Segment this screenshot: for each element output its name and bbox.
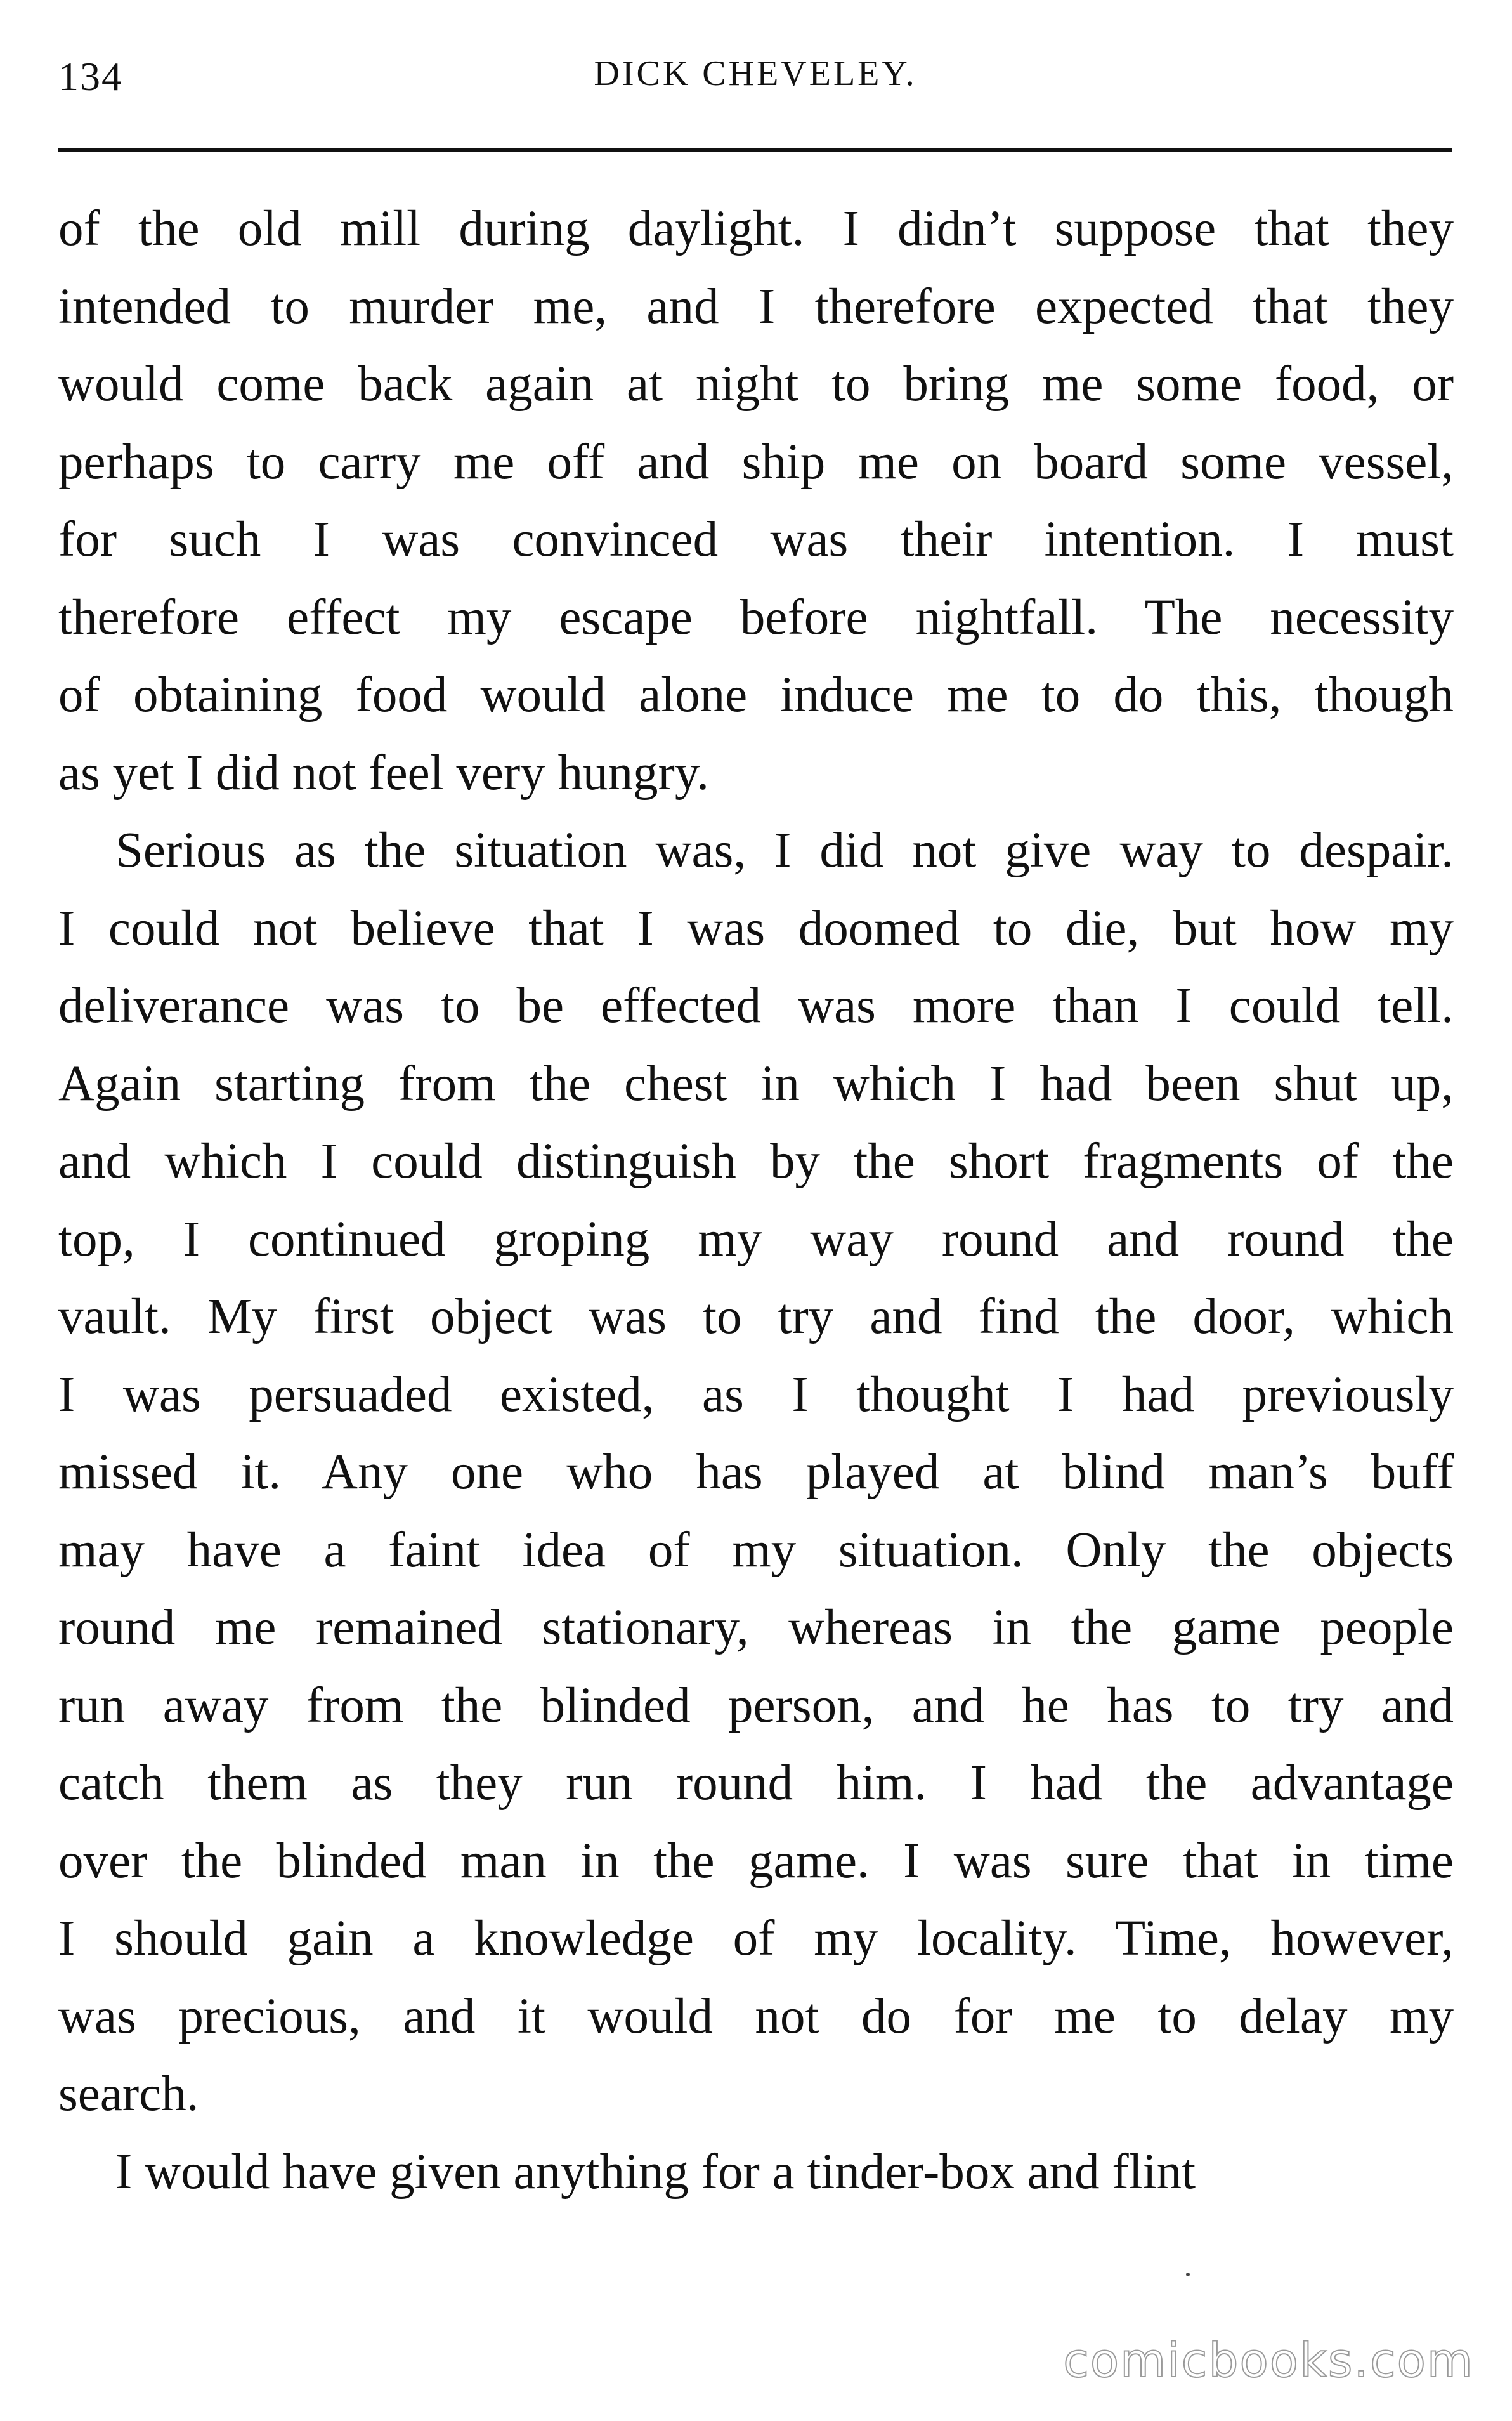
- text-line: over the blinded man in the game. I was sure that in time: [58, 1833, 1454, 1889]
- text-line: I would have given anything for a tinder-box and flint: [115, 2144, 1196, 2200]
- text-line: Serious as the situation was, I did not give way to despair.: [115, 823, 1454, 878]
- text-line: vault. My first object was to try and find the door, which: [58, 1289, 1454, 1344]
- text-line: deliverance was to be effected was more than I could tell.: [58, 978, 1454, 1033]
- text-line: Again starting from the chest in which I had been shut up,: [58, 1056, 1454, 1112]
- text-line: top, I continued groping my way round and round the: [58, 1211, 1454, 1267]
- body-text: [58, 190, 1454, 2211]
- text-line: and which I could distinguish by the short fragments of the: [58, 1134, 1454, 1189]
- text-line: was precious, and it would not do for me to delay my: [58, 1988, 1454, 2044]
- text-line: run away from the blinded person, and he has to try and: [58, 1677, 1454, 1733]
- page-number: 134: [58, 54, 123, 99]
- print-speck: [1186, 2273, 1190, 2276]
- text-line: would come back again at night to bring me some food, or: [58, 357, 1454, 412]
- running-title: DICK CHEVELEY.: [594, 54, 917, 93]
- text-line: I should gain a knowledge of my locality. Time, however,: [58, 1911, 1454, 1966]
- text-line: may have a faint idea of my situation. Only the objects: [58, 1522, 1454, 1578]
- text-line: for such I was convinced was their intention. I must: [58, 512, 1454, 567]
- text-line: as yet I did not feel very hungry.: [58, 745, 709, 801]
- text-line: round me remained stationary, whereas in the game people: [58, 1600, 1454, 1655]
- text-line: of the old mill during daylight. I didn’t suppose that they: [58, 201, 1454, 256]
- paragraph: [58, 2134, 1454, 2212]
- header-rule: [58, 148, 1452, 152]
- text-line: missed it. Any one who has played at blind man’s buff: [58, 1445, 1454, 1500]
- text-line: of obtaining food would alone induce me to do this, though: [58, 667, 1454, 723]
- running-head: [58, 53, 1452, 110]
- text-line: I could not believe that I was doomed to die, but how my: [58, 900, 1454, 956]
- text-line: perhaps to carry me off and ship me on board some vessel,: [58, 434, 1454, 490]
- text-line: search.: [58, 2066, 199, 2122]
- paragraph: [58, 812, 1454, 2134]
- text-line: I was persuaded existed, as I thought I had previously: [58, 1367, 1454, 1422]
- text-line: catch them as they run round him. I had the advantage: [58, 1755, 1454, 1811]
- text-line: therefore effect my escape before nightfall. The necessity: [58, 589, 1454, 645]
- paragraph: [58, 190, 1454, 812]
- text-line: intended to murder me, and I therefore expected that they: [58, 279, 1454, 334]
- watermark-logo: comicbooks.com: [1063, 2333, 1474, 2388]
